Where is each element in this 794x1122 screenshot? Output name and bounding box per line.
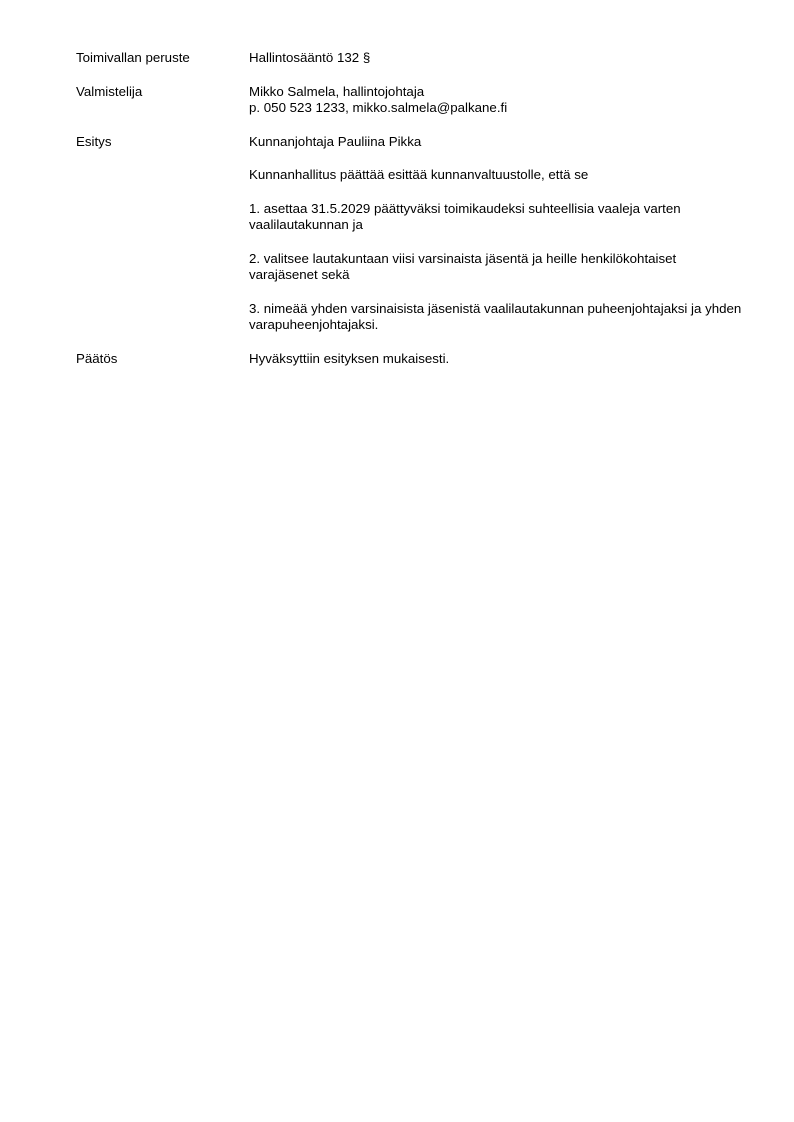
preparer-label: Valmistelija	[76, 83, 143, 99]
decision-value: Hyväksyttiin esityksen mukaisesti.	[249, 350, 450, 366]
proposal-item: 2. valitsee lautakuntaan viisi varsinaista jäsentä ja heille henkilökohtaiset varajäsenet sekä	[249, 250, 677, 282]
authority-label: Toimivallan peruste	[76, 50, 190, 65]
proposal-intro: Kunnanhallitus päättää esittää kunnanvaltuustolle, että se	[249, 167, 589, 182]
proposal-item: 3. nimeää yhden varsinaisista jäsenistä vaalilautakunnan puheenjohtajaksi ja yhden varapuheenjohtajaksi.	[249, 300, 742, 332]
proposal-row	[76, 134, 746, 334]
preparer-name: Mikko Salmela, hallintojohtaja	[249, 83, 425, 99]
preparer-contact: p. 050 523 1233, mikko.salmela@palkane.fi	[249, 100, 508, 115]
authority-row	[76, 50, 746, 67]
proposal-item: 1. asettaa 31.5.2029 päättyväksi toimikaudeksi suhteellisia vaaleja varten vaalilautakunnan ja	[249, 200, 681, 232]
preparer-details	[249, 84, 746, 117]
proposal-label: Esitys	[76, 133, 112, 149]
proposal-presenter: Kunnanjohtaja Pauliina Pikka	[249, 133, 422, 149]
decision-label: Päätös	[76, 350, 118, 366]
preparer-row	[76, 84, 746, 117]
document-body	[76, 50, 746, 384]
decision-row	[76, 351, 746, 368]
proposal-content	[249, 134, 746, 334]
authority-value: Hallintosääntö 132 §	[249, 50, 371, 65]
